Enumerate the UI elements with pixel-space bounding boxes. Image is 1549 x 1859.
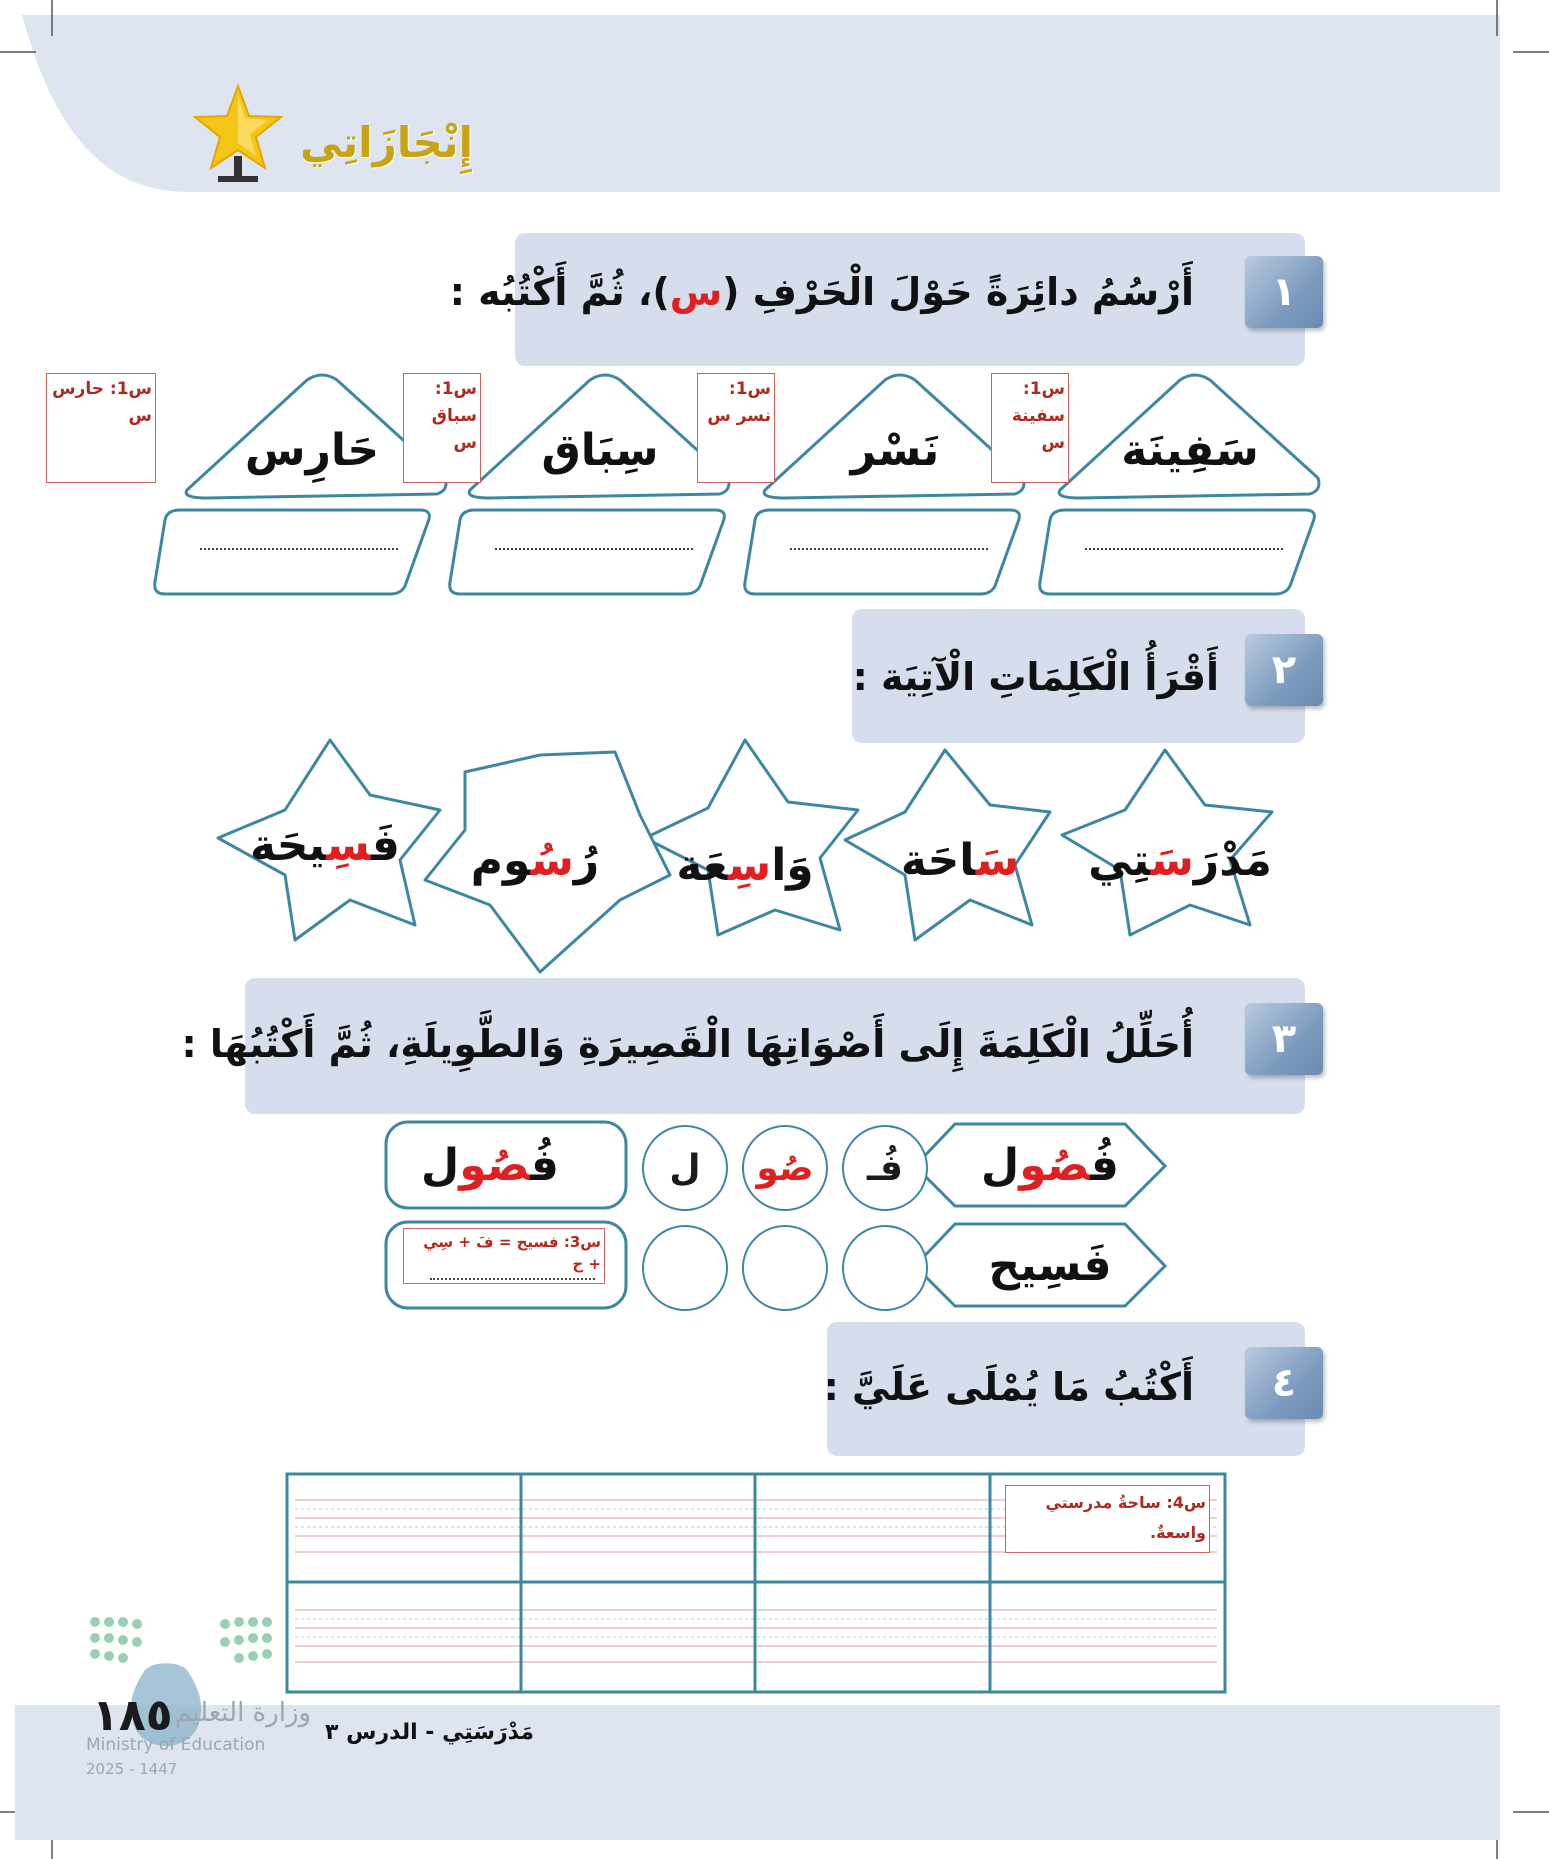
q2-word-1-pre: مَدْرَ [1193,835,1272,886]
star-icon [188,82,288,192]
q1-note-3: س1: سباق س [403,373,481,483]
q3-number-badge: ٣ [1245,1003,1323,1075]
q1-word-1: سَفِينَة [1121,425,1259,476]
q3-row1-answer-pre: فُ [530,1140,559,1191]
q3-sound-2-text: صُو [756,1147,814,1189]
answer-box-2 [745,510,1020,594]
q2-word-2-post: احَة [900,835,976,886]
q1-instruction [450,270,1194,314]
q1-text-after: )، ثُمَّ أَكْتُبُه : [449,270,670,314]
answer-box-4 [155,510,430,594]
q3-empty-circle-2 [742,1225,828,1311]
q1-word-3: سِبَاق [541,425,659,476]
ministry-name-arabic: وزارة التعليم [175,1698,312,1728]
q1-dotted-line-3 [495,548,693,550]
q2-word-4-pre: رُ [573,835,600,886]
page-number: ١٨٥ [92,1690,173,1741]
q2-word-5-red: سِ [326,820,372,871]
q1-note-2: س1: نسر س [697,373,775,483]
q4-note: س4: ساحةُ مدرستي واسعةٌ. [1005,1485,1210,1553]
q3-sound-circle-1: فُـ [842,1125,928,1211]
q2-word-1-red: سَ [1150,835,1194,886]
page-title: إِنْجَازَاتِي [300,118,474,167]
q2-word-4-post: وم [470,835,531,886]
q1-word-4: حَارِس [244,425,380,476]
q1-note-1: س1: سفينة س [991,373,1069,483]
q2-word-5 [225,820,425,871]
star-shape-3 [645,740,858,935]
q3-row1-word-red: صُو [1019,1140,1091,1191]
q2-word-1 [1080,835,1280,886]
q4-instruction: أَكْتُبُ مَا يُمْلَى عَلَيَّ : [823,1365,1194,1409]
q3-instruction: أُحَلِّلُ الْكَلِمَةَ إِلَى أَصْوَاتِهَا الْقَصِيرَةِ وَالطَّوِيلَةِ، ثُمَّ أَكْتُبُهَا : [181,1022,1194,1066]
ministry-year: 2025 - 1447 [86,1760,178,1778]
q1-number-badge: ١ [1245,256,1323,328]
q3-dotted-line [430,1278,595,1280]
q2-word-2 [860,835,1060,886]
q3-sound-circle-2 [742,1125,828,1211]
q1-letter: س [669,270,723,314]
q2-number-badge: ٢ [1245,634,1323,706]
q2-instruction: أَقْرَأُ الْكَلِمَاتِ الْآتِيَة : [852,655,1219,699]
q2-word-3-post: عَة [676,840,728,891]
q3-row1-answer-red: صُو [459,1140,531,1191]
q2-word-4 [435,835,635,886]
answer-box-1 [1040,510,1315,594]
ministry-name-english: Ministry of Education [86,1735,266,1755]
q3-row1-word [960,1140,1140,1191]
q3-row1-answer-post: ل [421,1140,460,1191]
q2-word-4-red: سُ [530,835,574,886]
q1-dotted-line-2 [790,548,988,550]
q3-row1-answer [400,1140,580,1191]
q3-row1-word-pre: فُ [1090,1140,1119,1191]
q1-dotted-line-4 [200,548,398,550]
q1-text-before: أَرْسُمُ دائِرَةً حَوْلَ الْحَرْفِ ( [722,270,1194,314]
q1-dotted-line-1 [1085,548,1283,550]
q3-empty-circle-1 [842,1225,928,1311]
q2-word-2-red: سَ [975,835,1020,886]
q1-note-4: س1: حارس س [46,373,156,483]
q1-word-2: نَسْر [850,425,940,476]
q3-sound-circle-3: ل [642,1125,728,1211]
q2-word-3-red: سِ [727,840,772,891]
q2-word-3 [645,840,845,891]
q2-word-5-post: يحَة [250,820,327,871]
q3-row2-word: فَسِيح [988,1240,1112,1291]
q3-empty-circle-3 [642,1225,728,1311]
q2-word-5-pre: فَ [371,820,400,871]
lesson-footer: مَدْرَسَتِي - الدرس ٣ [325,1720,534,1745]
q2-word-1-post: تِي [1088,835,1151,886]
q3-row1-word-post: ل [981,1140,1020,1191]
answer-box-3 [450,510,725,594]
q4-number-badge: ٤ [1245,1347,1323,1419]
q3-note: س3: فسيح = فَ + سِي + ح [403,1228,605,1284]
q2-word-3-pre: وَا [771,840,814,891]
